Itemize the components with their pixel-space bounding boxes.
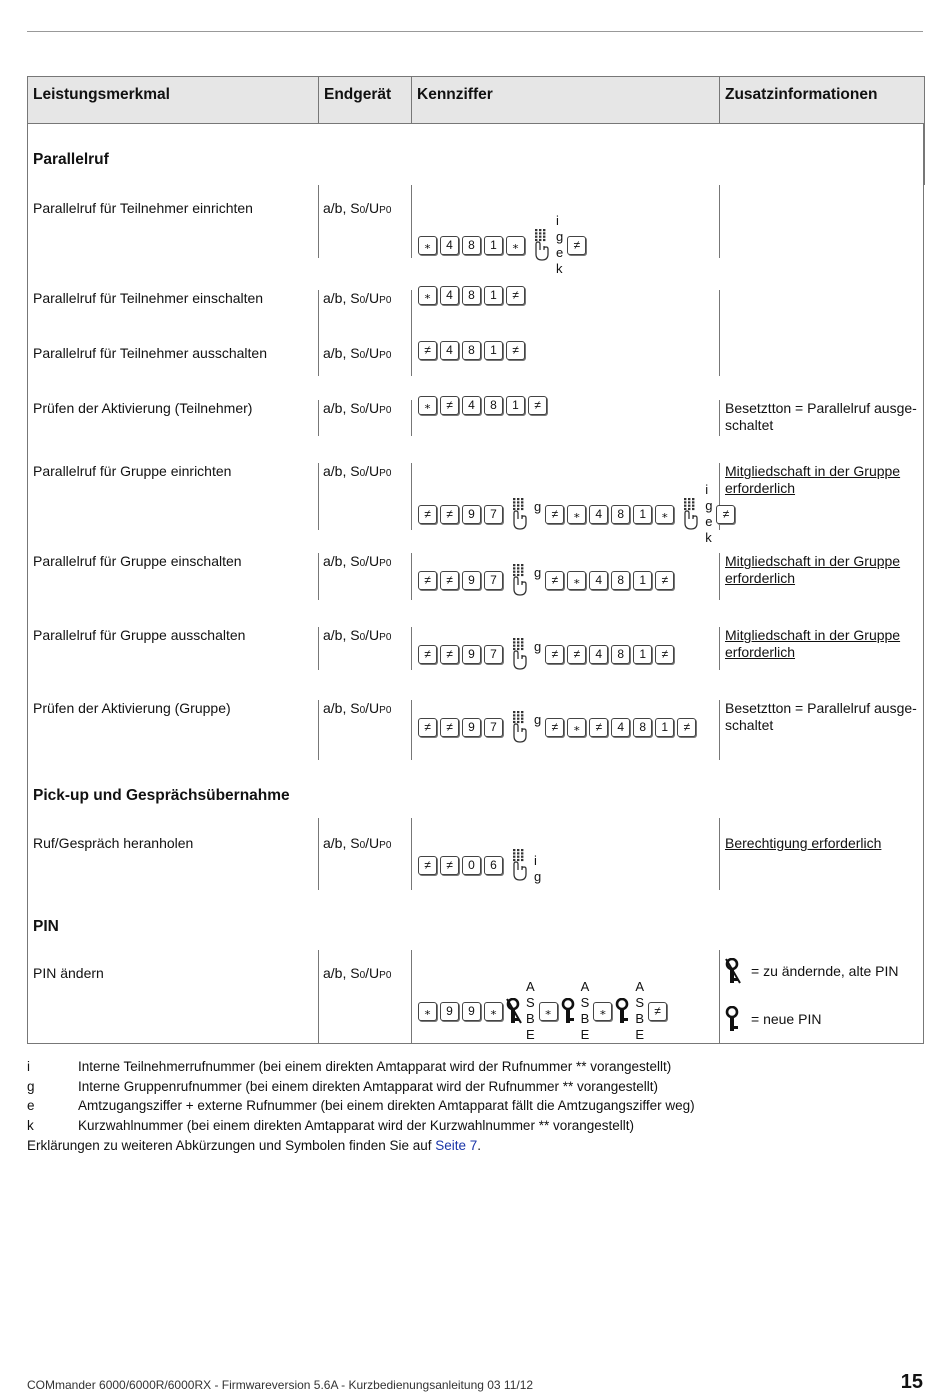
column-rule [719,185,720,258]
digit-key-icon: 9 [440,1002,459,1021]
column-rule [27,124,28,1044]
star-key-icon: ⁎ [418,396,437,415]
device-cell: a/b, S0/UP0 [323,627,392,643]
hash-key-icon: ≠ [648,1002,667,1021]
keypad-hand-icon [508,848,528,882]
top-rule [27,31,923,32]
hash-key-icon: ≠ [567,645,586,664]
digit-key-icon: 4 [462,396,481,415]
digit-key-icon: 9 [462,718,481,737]
feature-label: Prüfen der Aktivierung (Teilnehmer) [33,400,253,416]
hash-key-icon: ≠ [655,571,674,590]
digit-key-icon: 9 [462,505,481,524]
digit-key-icon: 6 [484,856,503,875]
code-sequence [418,637,677,671]
star-key-icon: ⁎ [506,236,525,255]
star-key-icon: ⁎ [655,505,674,524]
new-pin-key-icon [615,998,631,1024]
variable-stack: A S B E [580,979,590,1042]
variable-stack: g [534,639,542,654]
column-rule [719,553,720,600]
note: Mitgliedschaft in der Gruppe erforderlich [725,463,901,496]
column-rule [318,700,319,760]
column-rule [411,818,412,890]
variable-stack: i g e k [556,213,564,276]
digit-key-icon: 1 [655,718,674,737]
digit-key-icon: 8 [462,341,481,360]
hash-key-icon: ≠ [506,286,525,305]
hash-key-icon: ≠ [506,341,525,360]
column-rule [318,463,319,530]
legend-item: g Interne Gruppenrufnummer (bei einem direkten Amtapparat wird der Rufnummer ** vorangestellt) [27,1078,659,1094]
digit-key-icon: 8 [611,571,630,590]
hash-key-icon: ≠ [567,236,586,255]
digit-key-icon: 1 [633,645,652,664]
hash-key-icon: ≠ [716,505,735,524]
digit-key-icon: 1 [484,286,503,305]
code-sequence [418,286,528,305]
hash-key-icon: ≠ [589,718,608,737]
footer: COMmander 6000/6000R/6000RX - Firmwareversion 5.6A - Kurzbedienungsanleitung 03 11/12 [27,1378,534,1392]
note: Mitgliedschaft in der Gruppe erforderlich [725,627,901,660]
feature-label: Parallelruf für Gruppe ausschalten [33,627,246,643]
digit-key-icon: 1 [633,571,652,590]
star-key-icon: ⁎ [484,1002,503,1021]
star-key-icon: ⁎ [567,718,586,737]
hash-key-icon: ≠ [418,571,437,590]
note: Besetztton = Parallelruf ausge-schaltet [725,700,917,733]
digit-key-icon: 9 [462,1002,481,1021]
digit-key-icon: 4 [589,645,608,664]
column-rule [318,400,319,436]
code-sequence [418,563,677,597]
device-cell: a/b, S0/UP0 [323,553,392,569]
new-pin-key-icon [725,1006,741,1032]
column-rule [411,400,412,436]
digit-key-icon: 7 [484,505,503,524]
hash-key-icon: ≠ [418,856,437,875]
note: Mitgliedschaft in der Gruppe erforderlich [725,553,901,586]
feature-label: Parallelruf für Gruppe einrichten [33,463,232,479]
column-rule [411,290,412,376]
hash-key-icon: ≠ [440,396,459,415]
digit-key-icon: 4 [589,505,608,524]
column-rule [318,185,319,258]
digit-key-icon: 8 [633,718,652,737]
hash-key-icon: ≠ [528,396,547,415]
device-cell: a/b, S0/UP0 [323,700,392,716]
section-title: PIN [33,918,59,935]
digit-key-icon: 8 [611,505,630,524]
hash-key-icon: ≠ [418,718,437,737]
column-rule [411,553,412,600]
hash-key-icon: ≠ [418,645,437,664]
star-key-icon: ⁎ [567,505,586,524]
page-link[interactable]: Seite 7 [435,1137,478,1153]
digit-key-icon: 4 [589,571,608,590]
star-key-icon: ⁎ [539,1002,558,1021]
hash-key-icon: ≠ [545,505,564,524]
digit-key-icon: 1 [484,236,503,255]
code-sequence [418,341,528,360]
column-rule [719,400,720,436]
hash-key-icon: ≠ [545,718,564,737]
digit-key-icon: 8 [611,645,630,664]
feature-label: Prüfen der Aktivierung (Gruppe) [33,700,231,716]
note-old-pin: = zu ändernde, alte PIN [725,958,899,984]
old-pin-key-icon [506,998,522,1024]
header-col3: Kennziffer [412,77,720,124]
hash-key-icon: ≠ [440,505,459,524]
feature-label: Parallelruf für Teilnehmer einrichten [33,200,253,216]
note-new-pin: = neue PIN [725,1006,821,1032]
feature-label: PIN ändern [33,965,104,981]
note: Berechtigung erforderlich [725,835,882,851]
code-sequence [418,396,550,415]
code-sequence [418,845,545,885]
hash-key-icon: ≠ [677,718,696,737]
digit-key-icon: 9 [462,645,481,664]
digit-key-icon: 7 [484,645,503,664]
section-title: Parallelruf [28,124,925,185]
star-key-icon: ⁎ [418,1002,437,1021]
digit-key-icon: 8 [462,286,481,305]
star-key-icon: ⁎ [593,1002,612,1021]
header-col1: Leistungsmerkmal [28,77,319,124]
column-rule [318,818,319,890]
variable-stack: g [534,499,542,514]
code-sequence [418,979,670,1043]
old-pin-key-icon [725,958,741,984]
legend-item: k Kurzwahlnummer (bei einem direkten Amtapparat wird der Kurzwahlnummer ** vorangestellt) [27,1118,634,1134]
column-rule [318,627,319,670]
column-rule [411,627,412,670]
digit-key-icon: 9 [462,571,481,590]
keypad-hand-icon [508,497,528,531]
column-rule [719,950,720,1044]
column-rule [411,463,412,530]
device-cell: a/b, S0/UP0 [323,200,392,216]
star-key-icon: ⁎ [418,286,437,305]
header-col2: Endgerät [319,77,412,124]
device-cell: a/b, S0/UP0 [323,965,392,981]
hash-key-icon: ≠ [545,645,564,664]
code-sequence [418,213,589,277]
keypad-hand-icon [508,710,528,744]
digit-key-icon: 8 [462,236,481,255]
hash-key-icon: ≠ [440,571,459,590]
star-key-icon: ⁎ [418,236,437,255]
column-rule [719,627,720,670]
feature-label: Ruf/Gespräch heranholen [33,835,194,851]
hash-key-icon: ≠ [418,505,437,524]
digit-key-icon: 4 [440,286,459,305]
star-key-icon: ⁎ [567,571,586,590]
digit-key-icon: 8 [484,396,503,415]
legend-tail: Erklärungen zu weiteren Abkürzungen und Symbolen finden Sie auf Seite 7. [27,1137,482,1153]
hash-key-icon: ≠ [545,571,564,590]
note: Besetztton = Parallelruf ausge-schaltet [725,400,917,433]
variable-stack: i g [534,853,542,884]
column-rule [411,950,412,1044]
column-rule [411,185,412,258]
device-cell: a/b, S0/UP0 [323,463,392,479]
column-rule [719,700,720,760]
code-sequence [418,710,699,744]
hash-key-icon: ≠ [440,856,459,875]
feature-label: Parallelruf für Teilnehmer ausschalten [33,345,267,361]
digit-key-icon: 0 [462,856,481,875]
keypad-hand-icon [508,563,528,597]
keypad-hand-icon [508,637,528,671]
digit-key-icon: 4 [611,718,630,737]
feature-table [27,76,925,185]
digit-key-icon: 7 [484,718,503,737]
column-rule [923,124,924,1044]
column-rule [318,290,319,376]
legend-item: e Amtzugangsziffer + externe Rufnummer (bei einem direkten Amtapparat fällt die Amtzugangsziffer weg) [27,1098,695,1114]
digit-key-icon: 4 [440,341,459,360]
feature-label: Parallelruf für Teilnehmer einschalten [33,290,264,306]
device-cell: a/b, S0/UP0 [323,835,392,851]
hash-key-icon: ≠ [418,341,437,360]
variable-stack: g [534,712,542,727]
digit-key-icon: 1 [506,396,525,415]
column-rule [411,700,412,760]
hash-key-icon: ≠ [440,718,459,737]
keypad-hand-icon [530,228,550,262]
digit-key-icon: 4 [440,236,459,255]
page-number: 15 [900,1371,923,1393]
column-rule [318,950,319,1044]
table-bottom-rule [27,1043,924,1044]
variable-stack: g [534,565,542,580]
digit-key-icon: 1 [633,505,652,524]
hash-key-icon: ≠ [655,645,674,664]
table-header [28,77,925,124]
column-rule [719,290,720,376]
variable-stack: A S B E [526,979,535,1042]
digit-key-icon: 7 [484,571,503,590]
legend-item: i Interne Teilnehmerrufnummer (bei einem direkten Amtapparat wird der Rufnummer ** vorangestellt) [27,1059,672,1074]
legend [27,1057,695,1156]
feature-label: Parallelruf für Gruppe einschalten [33,553,242,569]
device-cell: a/b, S0/UP0 [323,400,392,416]
digit-key-icon: 1 [484,341,503,360]
variable-stack: A S B E [635,979,645,1042]
column-rule [318,553,319,600]
hash-key-icon: ≠ [440,645,459,664]
section-title: Pick-up und Gesprächsübernahme [33,787,290,804]
column-rule [719,818,720,890]
code-sequence [418,482,738,546]
device-cell: a/b, S0/UP0 [323,345,392,361]
keypad-hand-icon [679,497,699,531]
variable-stack: i g e k [705,482,713,545]
header-col4: Zusatzinformationen [720,77,925,124]
device-cell: a/b, S0/UP0 [323,290,392,306]
new-pin-key-icon [561,998,577,1024]
